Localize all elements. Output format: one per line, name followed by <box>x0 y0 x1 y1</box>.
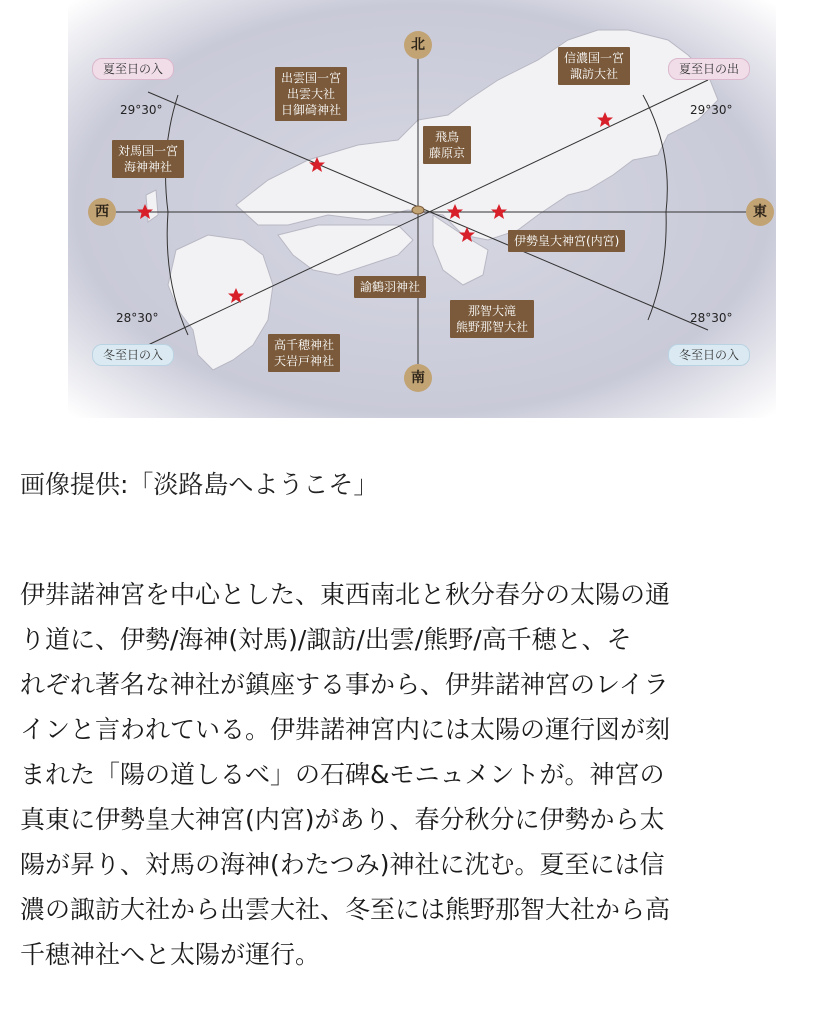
label-ise: 伊勢皇大神宮(内宮) <box>508 230 625 252</box>
winter-sunset-label-right: 冬至日の入 <box>668 344 750 366</box>
south-marker: 南 <box>404 364 432 392</box>
izanagi-center-marker <box>412 206 424 214</box>
summer-sunrise-label: 夏至日の出 <box>668 58 750 80</box>
label-asuka: 飛鳥 藤原京 <box>423 126 471 164</box>
label-suwa: 信濃国一宮 諏訪大社 <box>558 47 630 85</box>
label-yuzuruha: 諭鶴羽神社 <box>354 276 426 298</box>
label-tsushima: 対馬国一宮 海神神社 <box>112 140 184 178</box>
west-marker: 西 <box>88 198 116 226</box>
angle-top-left: 29°30° <box>120 103 163 117</box>
label-nachi: 那智大滝 熊野那智大社 <box>450 300 534 338</box>
label-takachiho: 高千穂神社 天岩戸神社 <box>268 334 340 372</box>
angle-bottom-right: 28°30° <box>690 311 733 325</box>
angle-bottom-left: 28°30° <box>116 311 159 325</box>
article-paragraph: 伊弉諾神宮を中心とした、東西南北と秋分春分の太陽の通 り道に、伊勢/海神(対馬)/諏訪/出雲/熊野/高千穂と、そ れぞれ著名な神社が鎮座する事から、伊弉諾神宮のレイラ インと言われている。伊弉諾神宮内には太陽の運行図が刻 まれた「陽の道しるべ」の石碑&モニュメントが。神宮の 真東に伊勢皇大神宮(内宮)があり、春分秋分に伊勢から太 陽が昇り、対馬の海神(わたつみ)神社に沈む。夏至には信 濃の諏訪大社から出雲大社、冬至には熊野那智大社から高 千穂神社へと太陽が運行。 <box>20 580 671 969</box>
summer-sunset-label: 夏至日の入 <box>92 58 174 80</box>
north-marker: 北 <box>404 31 432 59</box>
leyline-map <box>68 0 776 418</box>
label-izumo: 出雲国一宮 出雲大社 日御碕神社 <box>275 67 347 121</box>
east-marker: 東 <box>746 198 774 226</box>
winter-sunset-label-left: 冬至日の入 <box>92 344 174 366</box>
image-credit: 画像提供:「淡路島へようこそ」 <box>20 470 379 499</box>
angle-top-right: 29°30° <box>690 103 733 117</box>
